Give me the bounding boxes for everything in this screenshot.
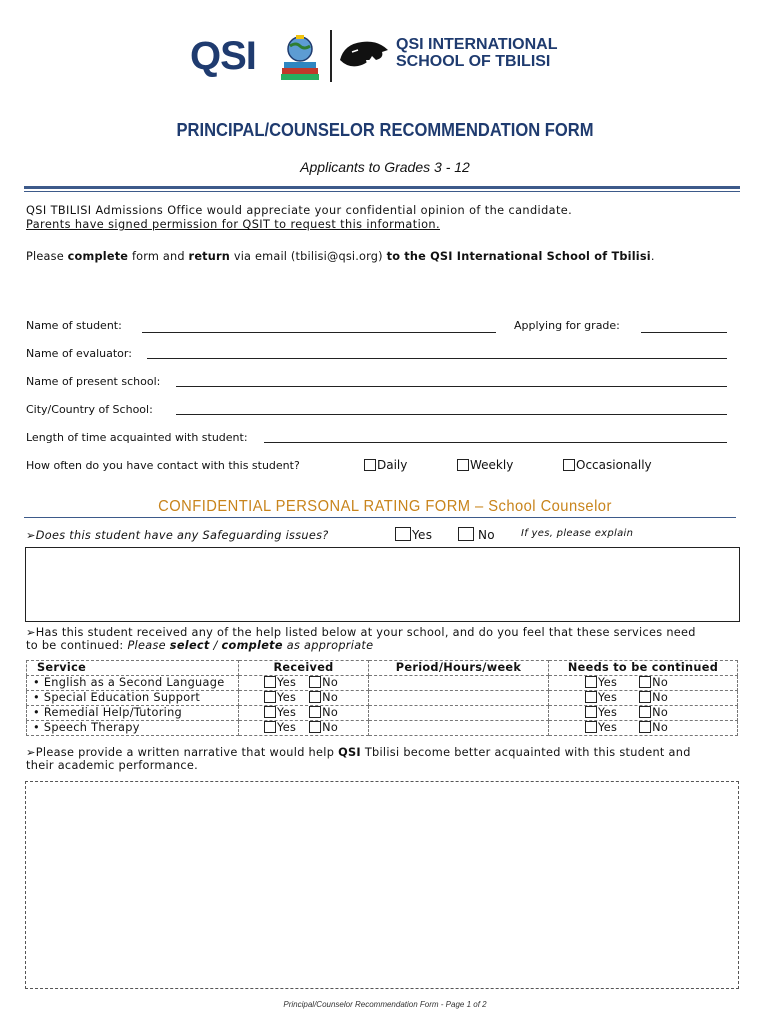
received-yes-label: Yes — [277, 676, 297, 689]
received-yes-checkbox[interactable] — [264, 676, 276, 688]
form-title: PRINCIPAL/COUNSELOR RECOMMENDATION FORM — [176, 120, 594, 140]
table-row — [27, 676, 738, 691]
continued-no-checkbox[interactable] — [639, 721, 651, 733]
grade-field[interactable] — [641, 332, 727, 333]
received-options — [239, 721, 369, 736]
weekly-label: Weekly — [470, 458, 514, 472]
safeguarding-yes-label: Yes — [412, 528, 433, 542]
received-no-label: No — [322, 706, 339, 719]
services-table — [26, 660, 738, 736]
student-name-field[interactable] — [142, 332, 496, 333]
service-name: • Speech Therapy — [27, 721, 239, 736]
length-acquainted-field[interactable] — [264, 442, 727, 443]
continued-yes-checkbox[interactable] — [585, 721, 597, 733]
received-no-label: No — [322, 676, 339, 689]
evaluator-field[interactable] — [147, 358, 727, 359]
instr-part-4: via email (tbilisi@qsi.org) — [230, 250, 387, 263]
safeguarding-no-checkbox[interactable] — [458, 527, 474, 541]
narrative-text-box[interactable] — [25, 781, 739, 989]
continued-yes-checkbox[interactable] — [585, 706, 597, 718]
safeguarding-yes-option[interactable] — [395, 527, 432, 542]
received-no-checkbox[interactable] — [309, 706, 321, 718]
intro-line2 — [26, 218, 746, 232]
instr-part-3: return — [188, 250, 231, 263]
received-yes-label: Yes — [277, 721, 297, 734]
continued-yes-label: Yes — [598, 676, 618, 689]
continued-options — [549, 706, 738, 721]
continued-no[interactable] — [639, 706, 668, 720]
service-name: • Remedial Help/Tutoring — [27, 706, 239, 721]
help-question-line1: ➢Has this student received any of the help listed below at your school, and do you feel that these services need — [26, 626, 696, 639]
continued-no[interactable] — [639, 676, 668, 690]
table-row — [27, 706, 738, 721]
intro-line2-underlined: Parents have signed permission for QSIT to request this information. — [26, 218, 440, 231]
qsi-logo-text: QSI — [190, 34, 256, 78]
continued-options — [549, 721, 738, 736]
continued-options — [549, 676, 738, 691]
instr-part-0: Please — [26, 250, 68, 263]
help-q-part-b: Please — [127, 639, 170, 652]
received-yes-label: Yes — [277, 691, 297, 704]
received-yes-checkbox[interactable] — [264, 706, 276, 718]
panther-icon — [338, 38, 390, 74]
received-no[interactable] — [309, 691, 338, 705]
help-q-part-a: to be continued: — [26, 639, 128, 652]
safeguarding-question: ➢Does this student have any Safeguarding issues? — [26, 529, 329, 542]
continued-no-label: No — [652, 706, 669, 719]
help-question — [26, 626, 696, 652]
continued-yes[interactable] — [585, 676, 617, 690]
header-received: Received — [239, 661, 369, 676]
present-school-label: Name of present school: — [26, 375, 161, 388]
services-header-row — [27, 661, 738, 676]
service-name: • Special Education Support — [27, 691, 239, 706]
daily-checkbox[interactable] — [364, 459, 376, 471]
narrative-question-line2: their academic performance. — [26, 759, 199, 772]
school-name-line1: QSI INTERNATIONAL — [396, 36, 558, 53]
received-no-label: No — [322, 691, 339, 704]
received-no-checkbox[interactable] — [309, 721, 321, 733]
narr-part-a: ➢Please provide a written narrative that would help — [26, 746, 339, 759]
continued-yes[interactable] — [585, 721, 617, 735]
safeguarding-explain-hint: If yes, please explain — [521, 528, 634, 539]
logo-divider — [330, 30, 332, 82]
safeguarding-no-label: No — [478, 528, 495, 542]
continued-yes[interactable] — [585, 691, 617, 705]
help-question-line2 — [26, 639, 696, 652]
continued-no-checkbox[interactable] — [639, 706, 651, 718]
continued-yes-label: Yes — [598, 706, 618, 719]
continued-no[interactable] — [639, 691, 668, 705]
instr-part-2: form and — [128, 250, 189, 263]
continued-no-label: No — [652, 721, 669, 734]
contact-occasionally-option[interactable] — [563, 458, 652, 472]
narrative-question-line1 — [26, 746, 691, 759]
received-no[interactable] — [309, 706, 338, 720]
header-rule — [24, 186, 740, 189]
books-globe-icon — [278, 32, 322, 82]
period-hours-cell[interactable] — [369, 721, 549, 736]
continued-yes-checkbox[interactable] — [585, 676, 597, 688]
continued-no-label: No — [652, 691, 669, 704]
continued-options — [549, 691, 738, 706]
city-country-field[interactable] — [176, 414, 727, 415]
grade-label: Applying for grade: — [514, 319, 620, 332]
form-subtitle: Applicants to Grades 3 - 12 — [300, 159, 470, 175]
contact-daily-option[interactable] — [364, 458, 407, 472]
continued-no[interactable] — [639, 721, 668, 735]
contact-weekly-option[interactable] — [457, 458, 513, 472]
header-rule-thin — [24, 191, 740, 192]
school-name-line2: SCHOOL OF TBILISI — [396, 53, 551, 70]
received-options — [239, 706, 369, 721]
city-country-label: City/Country of School: — [26, 403, 153, 416]
narrative-question — [26, 746, 691, 772]
narr-part-c: Tbilisi become better acquainted with this student and — [360, 746, 691, 759]
continued-no-checkbox[interactable] — [639, 691, 651, 703]
safeguarding-yes-checkbox[interactable] — [395, 527, 411, 541]
help-q-part-d: / — [209, 639, 222, 652]
confidential-rule — [24, 517, 736, 518]
safeguarding-no-option[interactable] — [458, 527, 495, 542]
continued-no-label: No — [652, 676, 669, 689]
help-q-part-e: complete — [221, 639, 283, 652]
continued-yes-checkbox[interactable] — [585, 691, 597, 703]
instr-part-5: to the QSI International School of Tbilisi — [386, 250, 651, 263]
received-yes[interactable] — [264, 676, 296, 690]
period-hours-cell[interactable] — [369, 676, 549, 691]
continued-yes-label: Yes — [598, 721, 618, 734]
confidential-section-title: CONFIDENTIAL PERSONAL RATING FORM – School Counselor — [158, 498, 612, 515]
received-yes[interactable] — [264, 706, 296, 720]
instructions — [26, 250, 746, 263]
received-no[interactable] — [309, 721, 338, 735]
weekly-checkbox[interactable] — [457, 459, 469, 471]
period-hours-cell[interactable] — [369, 691, 549, 706]
daily-label: Daily — [377, 458, 408, 472]
present-school-field[interactable] — [176, 386, 727, 387]
service-name: • English as a Second Language — [27, 676, 239, 691]
period-hours-cell[interactable] — [369, 706, 549, 721]
header-needs-continued: Needs to be continued — [549, 661, 738, 676]
help-q-part-c: select — [169, 639, 210, 652]
received-yes[interactable] — [264, 721, 296, 735]
received-no-checkbox[interactable] — [309, 691, 321, 703]
received-no[interactable] — [309, 676, 338, 690]
safeguarding-explanation-box[interactable] — [25, 547, 740, 622]
table-row — [27, 721, 738, 736]
length-acquainted-label: Length of time acquainted with student: — [26, 431, 248, 444]
received-yes-label: Yes — [277, 706, 297, 719]
received-yes[interactable] — [264, 691, 296, 705]
intro-text — [26, 204, 746, 232]
narr-part-b: QSI — [338, 746, 361, 759]
contact-question: How often do you have contact with this student? — [26, 459, 300, 472]
table-row — [27, 691, 738, 706]
instr-part-6: . — [650, 250, 655, 263]
help-q-part-f: as appropriate — [282, 639, 374, 652]
evaluator-label: Name of evaluator: — [26, 347, 132, 360]
received-options — [239, 691, 369, 706]
page-footer: Principal/Counselor Recommendation Form - Page 1 of 2 — [283, 1000, 487, 1009]
received-yes-checkbox[interactable] — [264, 691, 276, 703]
continued-no-checkbox[interactable] — [639, 676, 651, 688]
student-name-label: Name of student: — [26, 319, 122, 332]
intro-line1: QSI TBILISI Admissions Office would appreciate your confidential opinion of the candidate. — [26, 204, 573, 217]
received-no-checkbox[interactable] — [309, 676, 321, 688]
received-yes-checkbox[interactable] — [264, 721, 276, 733]
continued-yes[interactable] — [585, 706, 617, 720]
school-name — [396, 36, 557, 70]
header-period: Period/Hours/week — [369, 661, 549, 676]
continued-yes-label: Yes — [598, 691, 618, 704]
header-logos — [190, 28, 590, 86]
received-options — [239, 676, 369, 691]
occasionally-label: Occasionally — [576, 458, 652, 472]
occasionally-checkbox[interactable] — [563, 459, 575, 471]
header-service: Service — [27, 661, 239, 676]
instr-part-1: complete — [67, 250, 129, 263]
received-no-label: No — [322, 721, 339, 734]
